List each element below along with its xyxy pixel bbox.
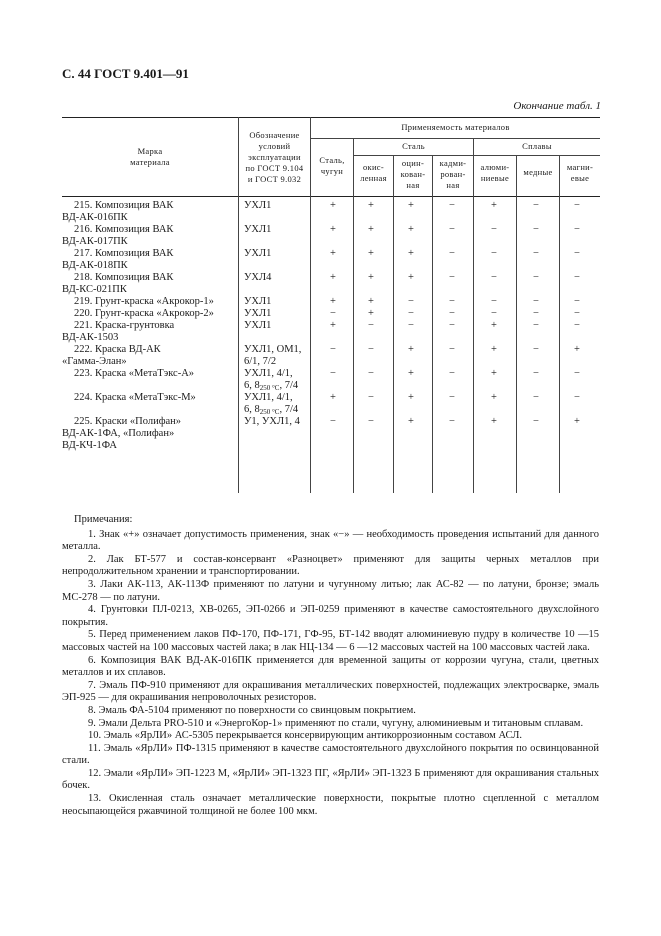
material-name-cell — [62, 224, 240, 248]
table-row — [62, 320, 600, 344]
note-item: 8. Эмаль ФА-5104 применяют по поверхности со свинцовым покрытием. — [88, 704, 416, 716]
applicability-mark: − — [449, 224, 455, 235]
applicability-mark: − — [449, 200, 455, 211]
applicability-mark: − — [408, 296, 414, 307]
material-name-cell — [62, 368, 240, 380]
applicability-mark: + — [330, 272, 336, 283]
applicability-mark: + — [330, 296, 336, 307]
applicability-mark: − — [368, 344, 374, 355]
applicability-mark: − — [574, 296, 580, 307]
applicability-mark: + — [408, 224, 414, 235]
material-name-line: 225. Краски «Полифан» — [74, 416, 182, 427]
applicability-mark: + — [368, 272, 374, 283]
header-steel-cast-line: чугун — [320, 166, 344, 176]
header-galvanized-line: кован- — [400, 169, 426, 179]
header-conditions-line: по ГОСТ 9.104 — [245, 163, 304, 173]
applicability-mark: + — [408, 368, 414, 379]
header-galvanized — [394, 158, 432, 191]
table-row — [62, 392, 600, 416]
condition-cell — [244, 368, 312, 394]
header-conditions — [239, 130, 310, 185]
condition-line: УХЛ1 — [244, 224, 272, 235]
condition-line: УХЛ1 — [244, 296, 272, 307]
material-name-line: ВД-КС-021ПК — [62, 284, 127, 295]
header-conditions-line: эксплуатации — [248, 152, 301, 162]
applicability-mark: − — [449, 392, 455, 403]
applicability-mark: − — [368, 320, 374, 331]
table-row — [62, 272, 600, 296]
material-name-cell — [62, 200, 240, 224]
material-name-line: 215. Композиция ВАК — [74, 200, 174, 211]
condition-cell — [244, 320, 312, 332]
table-row — [62, 416, 600, 452]
applicability-mark: + — [408, 344, 414, 355]
material-name-line: ВД-АК-1503 — [62, 332, 119, 343]
header-marka-line: Марка — [137, 146, 163, 156]
header-cadmium-line: кадми- — [439, 158, 467, 168]
applicability-mark: + — [368, 248, 374, 259]
applicability-mark: − — [533, 200, 539, 211]
table-row — [62, 200, 600, 224]
applicability-mark: + — [368, 308, 374, 319]
header-conditions-line: и ГОСТ 9.032 — [247, 174, 302, 184]
header-magnesium — [560, 162, 600, 184]
applicability-mark: + — [330, 320, 336, 331]
material-name-cell — [62, 272, 240, 296]
applicability-mark: + — [408, 248, 414, 259]
condition-line: УХЛ1 — [244, 200, 272, 211]
applicability-mark: − — [574, 224, 580, 235]
applicability-mark: + — [408, 200, 414, 211]
material-name-line: ВД-АК-1ФА, «Полифан» — [62, 428, 175, 439]
material-name-line: ВД-АК-016ПК — [62, 212, 128, 223]
table-row — [62, 344, 600, 368]
note-item: 11. Эмаль «ЯрЛИ» ПФ-1315 применяют в качестве самостоятельного двухслойного покрытия по освинцованной стали. — [62, 742, 599, 767]
table-row — [62, 224, 600, 248]
header-steel-cast — [311, 155, 353, 177]
applicability-mark: + — [491, 344, 497, 355]
header-conditions-line: условий — [258, 141, 291, 151]
condition-line: УХЛ1, 4/1, — [244, 392, 293, 403]
header-cadmium — [433, 158, 473, 191]
condition-line: У1, УХЛ1, 4 — [244, 416, 300, 427]
applicability-mark: + — [408, 416, 414, 427]
header-copper — [517, 167, 559, 178]
applicability-mark: − — [533, 320, 539, 331]
header-oxidized — [354, 162, 393, 184]
condition-part: 6, 8 — [244, 404, 260, 415]
material-name-line: 217. Композиция ВАК — [74, 248, 174, 259]
condition-line: УХЛ1, ОМ1, — [244, 344, 302, 355]
applicability-mark: + — [491, 368, 497, 379]
material-name-line: 224. Краска «МетаТэкс-М» — [74, 392, 196, 403]
note-item: 7. Эмаль ПФ-910 применяют для окрашивания металлических поверхностей, подлежащих электросварке, эмаль ЭП-925 — для окрашивания непроволочных резисторов. — [62, 679, 599, 704]
condition-cell — [244, 392, 312, 418]
material-name-line: 221. Краска-грунтовка — [74, 320, 175, 331]
material-name-cell — [62, 416, 240, 452]
condition-line: УХЛ1 — [244, 320, 272, 331]
header-marka — [62, 146, 238, 168]
header-aluminum-line: алюми- — [480, 162, 510, 172]
applicability-mark: − — [330, 308, 336, 319]
material-name-line: 220. Грунт-краска «Акрокор-2» — [74, 308, 214, 319]
applicability-mark: − — [449, 308, 455, 319]
note-item: 13. Окисленная сталь означает металлические поверхности, покрытые плотно сцепленной с металлом неосыпающейся ржавчиной толщиной не более 100 мкм. — [62, 793, 599, 817]
header-oxidized-line: окис- — [362, 162, 385, 172]
header-galvanized-line: ная — [406, 180, 420, 190]
header-alloys-group: Сплавы — [522, 141, 552, 151]
applicability-mark: − — [574, 392, 580, 403]
applicability-mark: − — [533, 368, 539, 379]
applicability-mark: − — [408, 320, 414, 331]
applicability-mark: + — [491, 320, 497, 331]
header-oxidized-line: ленная — [360, 173, 387, 183]
applicability-mark: − — [449, 320, 455, 331]
applicability-mark: + — [408, 272, 414, 283]
applicability-mark: − — [330, 368, 336, 379]
applicability-mark: − — [533, 248, 539, 259]
material-name-line: 223. Краска «МетаТэкс-А» — [74, 368, 195, 379]
table-row — [62, 248, 600, 272]
condition-subscript: 250 °С — [259, 408, 280, 416]
applicability-mark: − — [574, 272, 580, 283]
page-header: С. 44 ГОСТ 9.401—91 — [62, 66, 189, 81]
condition-cell — [244, 296, 312, 308]
header-copper-line: медные — [523, 167, 553, 177]
header-subrule — [353, 155, 600, 156]
applicability-mark: + — [330, 224, 336, 235]
material-name-line: 222. Краска ВД-АК — [74, 344, 161, 355]
material-name-line: ВД-АК-017ПК — [62, 236, 128, 247]
condition-subscript: 250 °С — [259, 384, 280, 392]
header-magnesium-line: магни- — [566, 162, 594, 172]
applicability-mark: − — [574, 320, 580, 331]
condition-part: 6, 8 — [244, 380, 260, 391]
applicability-mark: + — [574, 416, 580, 427]
applicability-mark: − — [533, 224, 539, 235]
material-name-line: 216. Композиция ВАК — [74, 224, 174, 235]
applicability-mark: − — [574, 368, 580, 379]
note-item: 9. Эмали Дельта PRO-510 и «ЭнергоКор-1» применяют по стали, чугуну, алюминиевым и титановым сплавам. — [88, 717, 584, 729]
condition-line: УХЛ1 — [244, 308, 272, 319]
applicability-mark: − — [449, 368, 455, 379]
applicability-mark: − — [574, 308, 580, 319]
applicability-mark: + — [368, 224, 374, 235]
material-name-line: «Гамма-Элан» — [62, 356, 127, 367]
header-aluminum — [474, 162, 516, 184]
header-applicability: Применяемость материалов — [401, 122, 510, 132]
table-row — [62, 296, 600, 308]
note-item: 2. Лак БТ-577 и состав-консервант «Разноцвет» применяют для защиты черных металлов при непродолжительном хранении и транспортировании. — [62, 553, 599, 578]
condition-line: УХЛ1 — [244, 248, 272, 259]
note-item: 3. Лаки АК-113, АК-113Ф применяют по латуни и чугунному литью; лак АС-82 — по латуни, бронзе; эмаль МС-278 — по латуни. — [62, 578, 599, 603]
header-bottom-rule — [62, 196, 600, 197]
applicability-mark: − — [491, 224, 497, 235]
applicability-mark: − — [574, 200, 580, 211]
applicability-mark: + — [330, 392, 336, 403]
condition-cell — [244, 344, 312, 368]
material-name-line: ВД-АК-018ПК — [62, 260, 128, 271]
applicability-mark: − — [491, 272, 497, 283]
table-caption: Окончание табл. 1 — [513, 100, 601, 112]
applicability-mark: − — [449, 344, 455, 355]
condition-line: УХЛ1, 4/1, — [244, 368, 293, 379]
applicability-mark: − — [533, 296, 539, 307]
applicability-mark: − — [330, 344, 336, 355]
material-name-line: 219. Грунт-краска «Акрокор-1» — [74, 296, 214, 307]
material-name-cell — [62, 320, 240, 344]
applicability-mark: − — [533, 392, 539, 403]
applicability-mark: − — [368, 392, 374, 403]
material-name-cell — [62, 248, 240, 272]
header-marka-line: материала — [130, 157, 170, 167]
applicability-mark: + — [574, 344, 580, 355]
condition-cell — [244, 308, 312, 320]
table-top-rule — [62, 117, 600, 118]
applicability-mark: − — [449, 296, 455, 307]
applicability-mark: − — [533, 416, 539, 427]
applicability-mark: + — [330, 200, 336, 211]
applicability-mark: − — [449, 272, 455, 283]
note-item: 5. Перед применением лаков ПФ-170, ПФ-171, ГФ-95, БТ-142 вводят алюминиевую пудру в количестве 10 —15 массовых частей на 100 массовых частей лака; в лак НЦ-134 — 6 —12 массовых частей на 100 массовых частей лака. — [62, 629, 599, 653]
applicability-mark: − — [533, 344, 539, 355]
applicability-mark: − — [533, 272, 539, 283]
applicability-mark: + — [408, 392, 414, 403]
note-item: 12. Эмали «ЯрЛИ» ЭП-1223 М, «ЯрЛИ» ЭП-1323 ПГ, «ЯрЛИ» ЭП-1323 Б применяют для окрашивания стальных бочек. — [62, 767, 599, 792]
table-body — [62, 200, 600, 452]
condition-cell — [244, 248, 312, 260]
condition-cell — [244, 200, 312, 212]
note-item: 1. Знак «+» означает допустимость применения, знак «−» — необходимость проведения испытаний для данного металла. — [62, 528, 599, 553]
condition-part: , 7/4 — [279, 380, 299, 391]
applicability-mark: − — [449, 416, 455, 427]
applicability-mark: − — [491, 296, 497, 307]
applicability-mark: − — [491, 248, 497, 259]
applicability-mark: − — [368, 416, 374, 427]
applicability-mark: + — [368, 200, 374, 211]
material-name-cell — [62, 308, 240, 320]
applicability-mark: − — [449, 248, 455, 259]
header-subrule — [310, 138, 600, 139]
applicability-mark: − — [330, 416, 336, 427]
note-item: 6. Композиция ВАК ВД-АК-016ПК применяется для временной защиты от коррозии чугуна, стали, цветных металлов и их сплавов. — [62, 654, 599, 679]
table-row — [62, 368, 600, 392]
material-name-cell — [62, 296, 240, 308]
applicability-mark: − — [408, 308, 414, 319]
condition-line: УХЛ4 — [244, 272, 272, 283]
header-magnesium-line: евые — [570, 173, 590, 183]
condition-cell — [244, 272, 312, 284]
header-conditions-line: Обозначение — [249, 130, 300, 140]
applicability-mark: − — [533, 308, 539, 319]
table-row — [62, 308, 600, 320]
applicability-mark: + — [491, 200, 497, 211]
condition-part: , 7/4 — [279, 404, 299, 415]
condition-line: 6/1, 7/2 — [244, 356, 277, 367]
header-cadmium-line: ная — [446, 180, 460, 190]
condition-cell — [244, 224, 312, 236]
header-steel-group: Сталь — [402, 141, 425, 151]
applicability-mark: + — [330, 248, 336, 259]
header-aluminum-line: ниевые — [480, 173, 510, 183]
material-name-line: ВД-КЧ-1ФА — [62, 440, 117, 451]
applicability-mark: + — [491, 416, 497, 427]
note-item: 4. Грунтовки ПЛ-0213, ХВ-0265, ЭП-0266 и ЭП-0259 применяют в качестве самостоятельного двухслойного покрытия. — [62, 604, 599, 628]
notes-title: Примечания: — [74, 514, 133, 525]
applicability-mark: − — [574, 248, 580, 259]
condition-cell — [244, 416, 312, 428]
header-galvanized-line: оцин- — [401, 158, 425, 168]
applicability-mark: + — [491, 392, 497, 403]
header-steel-cast-line: Сталь, — [319, 155, 345, 165]
material-name-cell — [62, 344, 240, 368]
material-name-line: 218. Композиция ВАК — [74, 272, 174, 283]
notes-section — [62, 514, 599, 818]
header-cadmium-line: рован- — [440, 169, 466, 179]
material-name-cell — [62, 392, 240, 404]
applicability-mark: − — [368, 368, 374, 379]
applicability-mark: − — [491, 308, 497, 319]
applicability-mark: + — [368, 296, 374, 307]
note-item: 10. Эмаль «ЯрЛИ» АС-5305 перекрывается консервирующим антикоррозионным составом АСЛ. — [88, 730, 522, 742]
